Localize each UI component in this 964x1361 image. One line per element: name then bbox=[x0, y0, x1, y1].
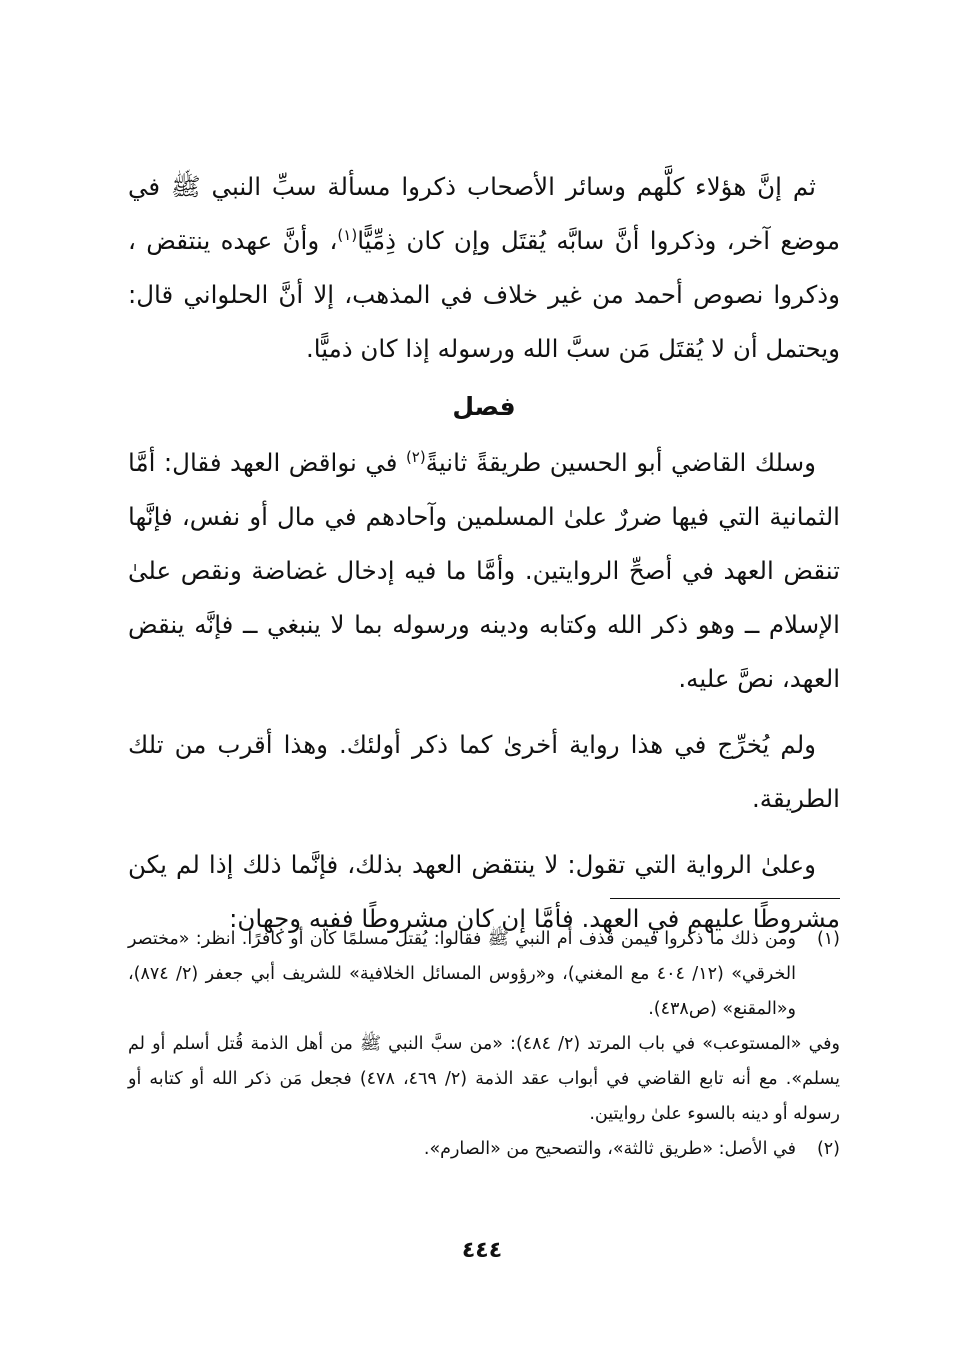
section-heading: فصل bbox=[452, 392, 516, 421]
paragraph-gap bbox=[128, 826, 840, 838]
paragraph-4: وعلىٰ الرواية التي تقول: لا ينتقض العهد بذلك، فإنَّما ذلك إذا لم يكن مشروطًا عليهم في العهد. فأمَّا إن كان مشروطًا ففيه وجهان: bbox=[128, 850, 840, 933]
paragraph-1 bbox=[128, 160, 840, 376]
paragraph-2 bbox=[128, 436, 840, 706]
paragraph-gap bbox=[128, 706, 840, 718]
paragraph-3: ولم يُخرِّج في هذا رواية أخرىٰ كما ذكر أولئك. وهذا أقرب من تلك الطريقة. bbox=[128, 730, 840, 813]
footnote-1-continued: وفي «المستوعب» في باب المرتد (٢/ ٤٨٤): «من سبَّ النبي ﷺ من أهل الذمة قُتل أسلم أو لم يسلم». مع أنه تابع القاضي في أبواب عقد الذمة (٢/ ٤٦٩، ٤٧٨) فجعل مَن ذكر الله أو كتابه أو رسوله أو دينه بالسوء علىٰ روايتين. bbox=[128, 1034, 841, 1124]
footnote-divider bbox=[610, 898, 840, 899]
page-number: ٤٤٤ bbox=[461, 1238, 503, 1263]
footnote-1-number: (١) bbox=[816, 929, 840, 949]
paragraph-1-text-end: ، وأنَّ عهده ينتقض ، وذكروا نصوص أحمد من غير خلاف في المذهب، إلا أنَّ الحلواني قال: ويحتمل أن لا يُقتَل مَن سبَّ الله ورسوله إذا كان ذميًّا. bbox=[128, 226, 840, 363]
footnote-2-text: في الأصل: «طريق ثالثة»، والتصحيح من «الصارم». bbox=[423, 1139, 796, 1159]
footnotes bbox=[128, 922, 840, 1167]
paragraph-2-text: وسلك القاضي أبو الحسين طريقةً ثانيةً bbox=[425, 448, 816, 477]
footnote-1-text: ومن ذلك ما ذكروا فيمن قذف أم النبي ﷺ فقالوا: يُقتل مسلمًا كان أو كافرًا. انظر: «مختصر الخرقي» (١٢/ ٤٠٤ مع المغني)، و«رؤوس المسائل الخلافية» للشريف أبي جعفر (٢/ ٨٧٤)، و«المقنع» (ص٤٣٨). bbox=[128, 929, 797, 1019]
paragraph-1-text: ثم إنَّ هؤلاء كلَّهم وسائر الأصحاب ذكروا مسألة سبِّ النبي ﷺ في موضع آخر، وذكروا أنَّ سابَّه يُقتَل وإن كان ذِمِّيًّا bbox=[128, 172, 841, 255]
footnote-2 bbox=[128, 1132, 840, 1167]
footnote-ref-1[interactable]: (١) bbox=[337, 225, 358, 244]
footnote-1 bbox=[128, 922, 840, 1027]
footnote-ref-2[interactable]: (٢) bbox=[405, 447, 426, 466]
main-text bbox=[128, 160, 840, 946]
footnote-2-number: (٢) bbox=[816, 1139, 840, 1159]
paragraph-2-text-end: في نواقض العهد فقال: أمَّا الثمانية التي فيها ضررٌ علىٰ المسلمين وآحادهم في مال أو نفس، فإنَّها تنقض العهد في أصحِّ الروايتين. وأمَّا ما فيه إدخال غضاضة ونقص علىٰ الإسلام ــ وهو ذكر الله وكتابه ودينه ورسوله بما لا ينبغي ــ فإنَّه ينقض العهد، نصَّ عليه. bbox=[128, 448, 840, 693]
